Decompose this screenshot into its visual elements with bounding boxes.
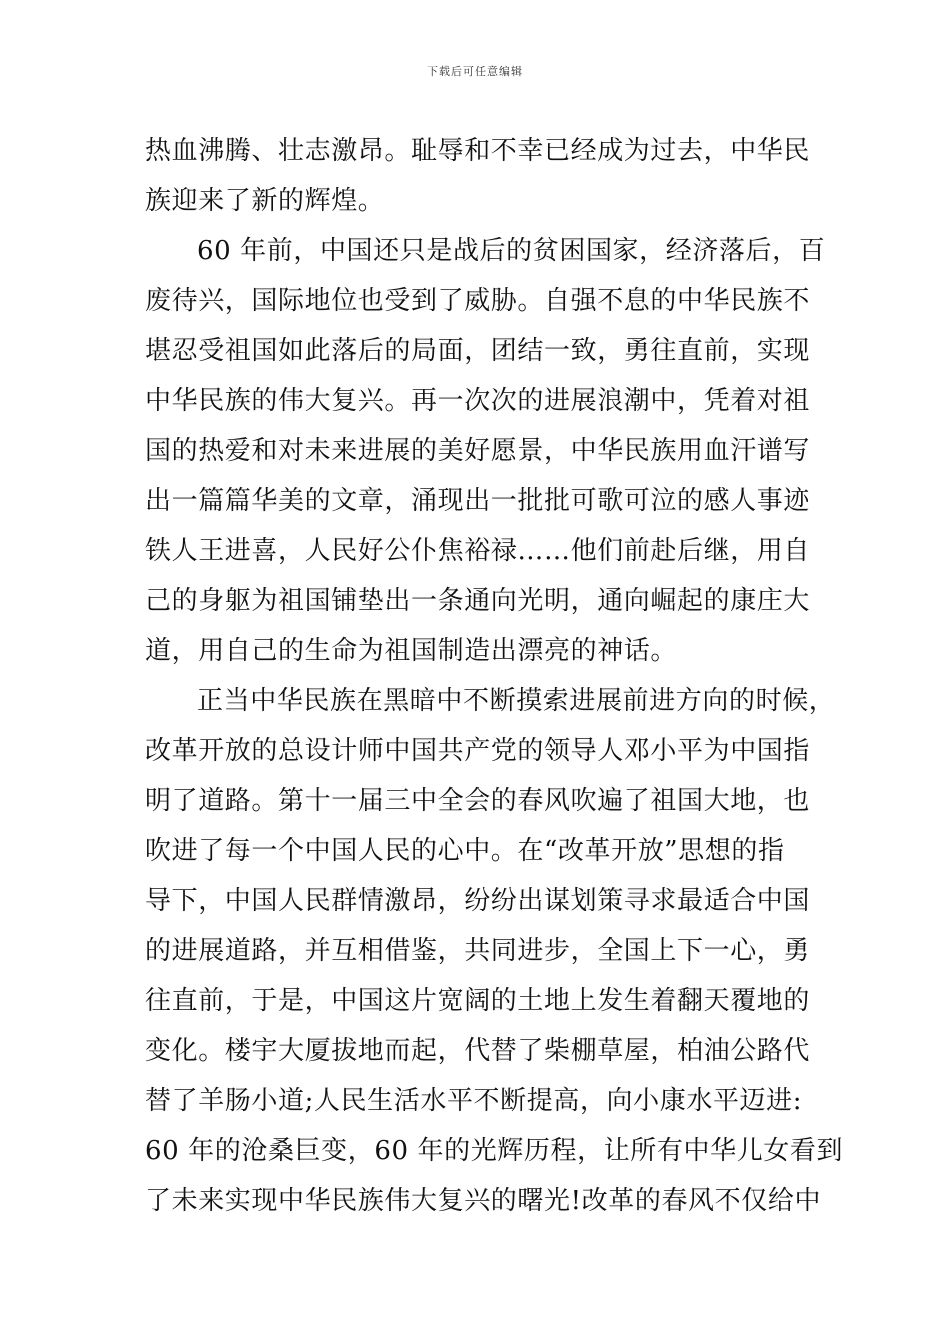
text-line: 60 年的沧桑巨变，60 年的光辉历程，让所有中华儿女看到 [145, 1136, 844, 1166]
text-line: 明了道路。第十一届三中全会的春风吹遍了祖国大地，也 [145, 786, 811, 816]
text-line: 中华民族的伟大复兴。再一次次的进展浪潮中，凭着对祖 [145, 386, 811, 416]
text-line: 改革开放的总设计师中国共产党的领导人邓小平为中国指 [145, 736, 811, 766]
text-line: 吹进了每一个中国人民的心中。在“改革开放”思想的指 [145, 836, 785, 866]
text-line: 己的身躯为祖国铺垫出一条通向光明，通向崛起的康庄大 [145, 586, 811, 616]
page-header: 下载后可任意编辑 [427, 65, 523, 78]
text-line: 导下，中国人民群情激昂，纷纷出谋划策寻求最适合中国 [145, 886, 811, 916]
text-line: 族迎来了新的辉煌。 [145, 186, 385, 216]
text-line: 60 年前，中国还只是战后的贫困国家，经济落后，百 [197, 236, 826, 266]
text-line: 正当中华民族在黑暗中不断摸索进展前进方向的时候， [197, 686, 836, 716]
text-line: 热血沸腾、壮志激昂。耻辱和不幸已经成为过去，中华民 [145, 136, 811, 166]
text-line: 废待兴，国际地位也受到了威胁。自强不息的中华民族不 [145, 286, 811, 316]
text-line: 往直前，于是，中国这片宽阔的土地上发生着翻天覆地的 [145, 986, 811, 1016]
text-line: 堪忍受祖国如此落后的局面，团结一致，勇往直前，实现 [145, 336, 811, 366]
text-line: 的进展道路，并互相借鉴，共同进步，全国上下一心，勇 [145, 936, 811, 966]
paragraph-3 [145, 676, 845, 1226]
text-line: 出一篇篇华美的文章，涌现出一批批可歌可泣的感人事迹 [145, 486, 811, 516]
text-line: 铁人王进喜，人民好公仆焦裕禄……他们前赴后继，用自 [145, 536, 811, 566]
text-line: 国的热爱和对未来进展的美好愿景，中华民族用血汗谱写 [145, 436, 811, 466]
text-line: 替了羊肠小道;人民生活水平不断提高，向小康水平迈进: [145, 1086, 803, 1116]
text-line: 变化。楼宇大厦拔地而起，代替了柴棚草屋，柏油公路代 [145, 1036, 811, 1066]
paragraph-2 [145, 226, 845, 676]
document-body [145, 126, 845, 1226]
text-line: 了未来实现中华民族伟大复兴的曙光!改革的春风不仅给中 [145, 1186, 822, 1216]
text-line: 道，用自己的生命为祖国制造出漂亮的神话。 [145, 636, 678, 666]
paragraph-1 [145, 126, 845, 226]
